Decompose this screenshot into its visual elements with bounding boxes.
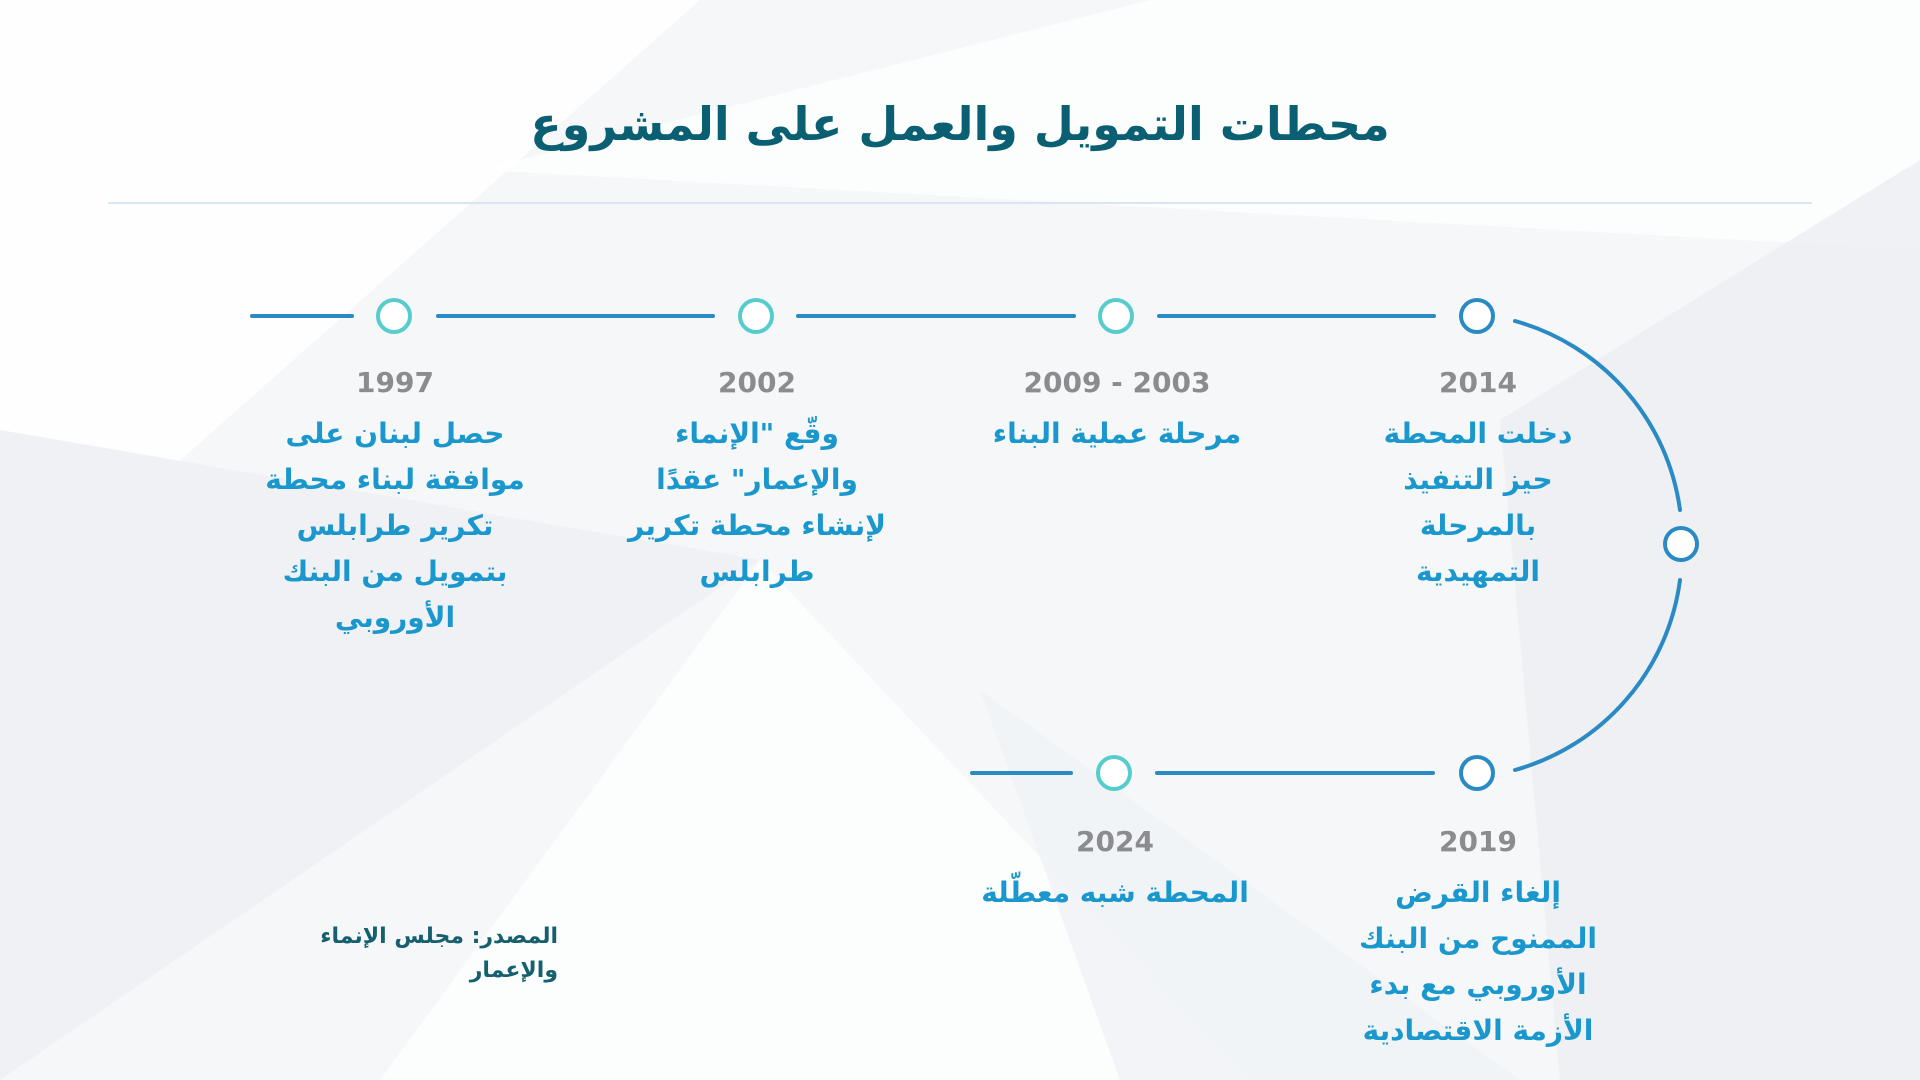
page-title: محطات التمويل والعمل على المشروع — [530, 97, 1390, 151]
timeline-event-1997 — [215, 363, 575, 641]
timeline-node-2002 — [740, 300, 772, 332]
timeline-node-midpoint — [1665, 528, 1697, 560]
event-description: حصل لبنان على موافقة لبناء محطة تكرير طرابلس بتمويل من البنك الأوروبي — [265, 417, 525, 634]
timeline-node-1997 — [378, 300, 410, 332]
timeline-event-2003-2009 — [937, 363, 1297, 457]
timeline-event-2002 — [577, 363, 937, 595]
event-year: 2014 — [1439, 366, 1517, 399]
event-description: وقّع "الإنماء والإعمار" عقدًا لإنشاء محطة تكرير طرابلس — [627, 417, 887, 588]
event-year: 2009 - 2003 — [1023, 366, 1211, 399]
event-year: 2024 — [1076, 825, 1154, 858]
timeline-node-2014 — [1461, 300, 1493, 332]
event-description: مرحلة عملية البناء — [992, 417, 1242, 450]
event-description: إلغاء القرض الممنوح من البنك الأوروبي مع بدء الأزمة الاقتصادية — [1359, 876, 1597, 1047]
event-year: 2019 — [1439, 825, 1517, 858]
event-year: 1997 — [356, 366, 434, 399]
event-description: دخلت المحطة حيز التنفيذ بالمرحلة التمهيدية — [1383, 417, 1573, 588]
timeline-curve — [1515, 580, 1680, 770]
timeline-node-2024 — [1098, 757, 1130, 789]
timeline-node-2003-2009 — [1100, 300, 1132, 332]
timeline-node-2019 — [1461, 757, 1493, 789]
timeline-event-2019 — [1298, 822, 1658, 1054]
source-note: المصدر: مجلس الإنماء والإعمار — [320, 924, 558, 983]
event-year: 2002 — [718, 366, 796, 399]
event-description: المحطة شبه معطّلة — [981, 876, 1249, 909]
timeline-event-2024 — [935, 822, 1295, 916]
timeline-event-2014 — [1298, 363, 1658, 595]
